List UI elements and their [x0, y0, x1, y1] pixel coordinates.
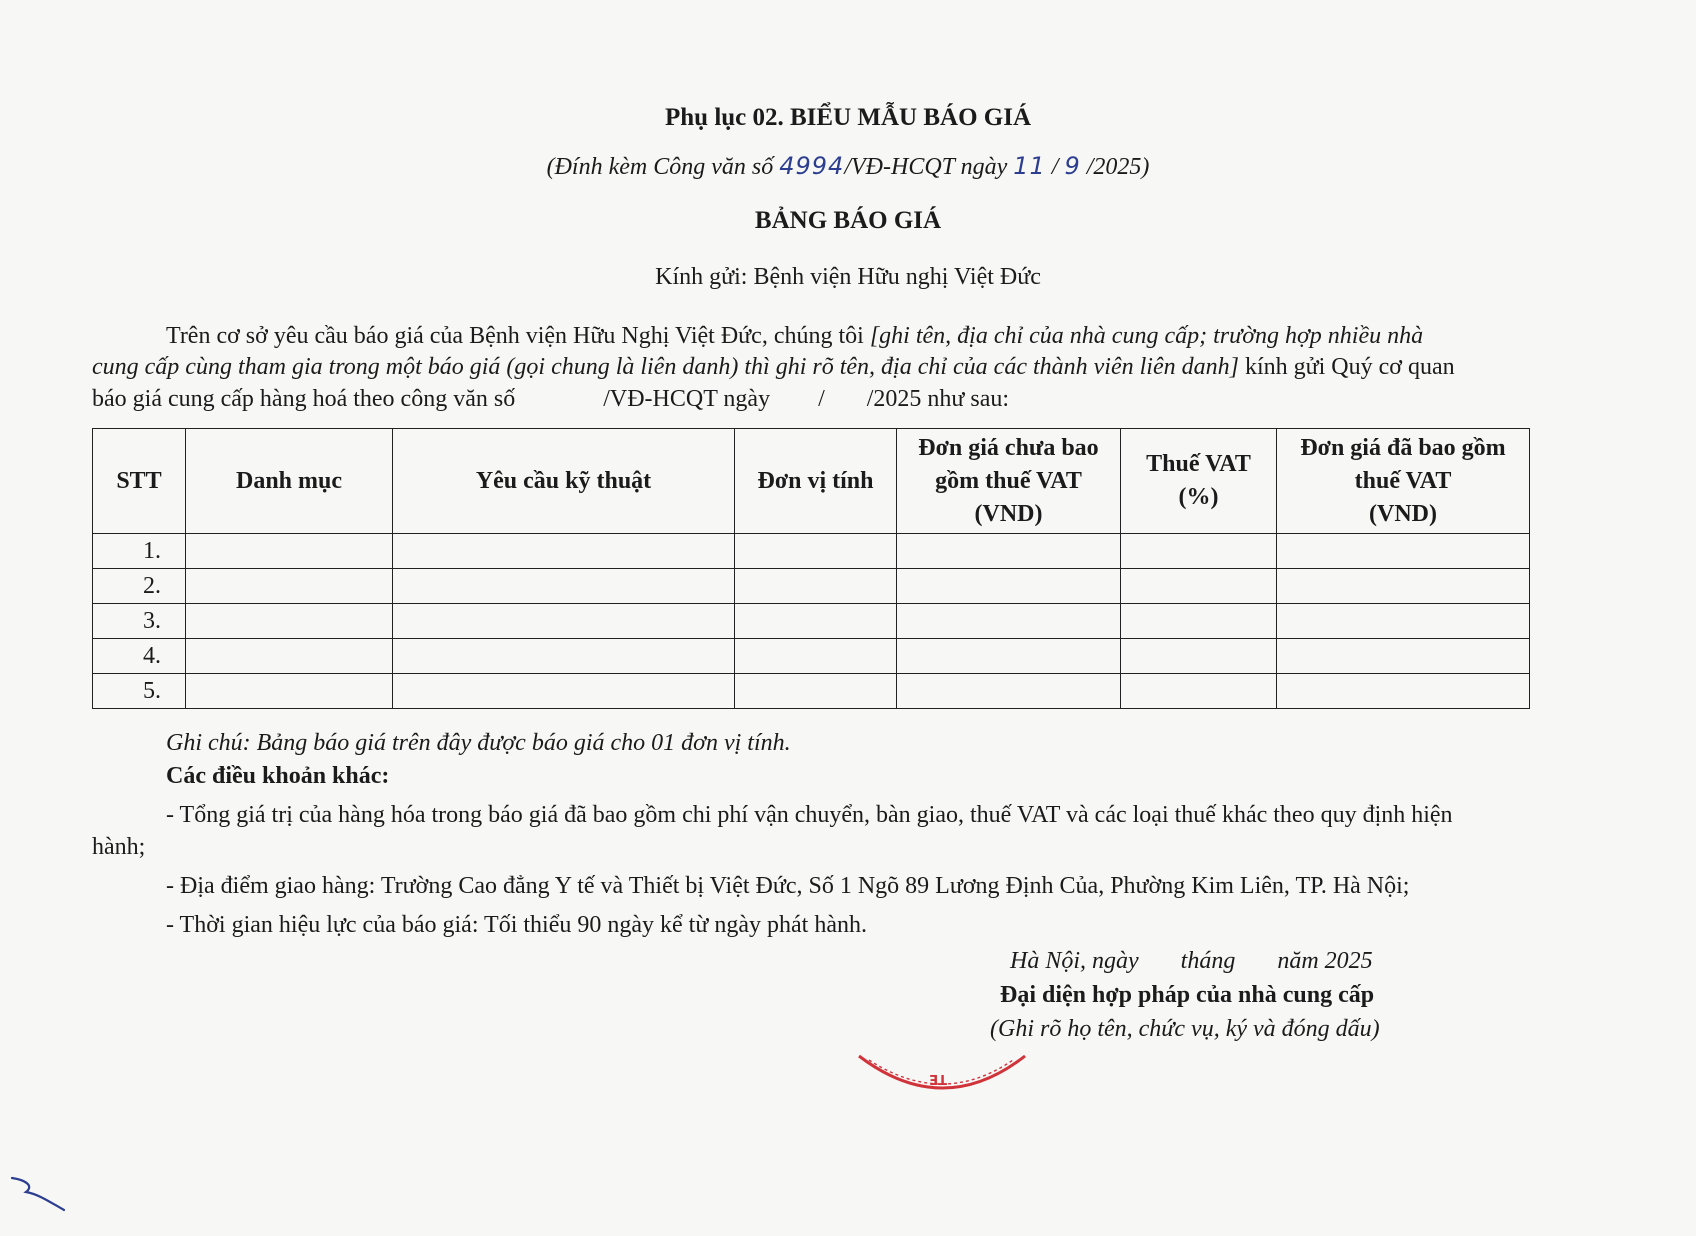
table-row — [93, 569, 1530, 604]
attachment-suffix: /2025) — [1080, 154, 1150, 180]
cell-unit — [735, 604, 897, 639]
header-price-excl-vat-l1: Đơn giá chưa bao — [918, 434, 1099, 461]
cell-vat — [1121, 534, 1277, 569]
cell-unit — [735, 639, 897, 674]
row-number: 2. — [93, 569, 186, 604]
header-category: Danh mục — [186, 429, 393, 534]
cell-price-excl — [897, 534, 1121, 569]
header-price-excl-vat — [897, 429, 1121, 534]
cell-price-incl — [1277, 534, 1530, 569]
handwritten-day: 11 — [1013, 152, 1046, 180]
cell-category — [186, 674, 393, 709]
cell-vat — [1121, 639, 1277, 674]
cell-price-incl — [1277, 674, 1530, 709]
header-vat-l2: (%) — [1178, 484, 1219, 510]
header-stt: STT — [93, 429, 186, 534]
header-unit: Đơn vị tính — [735, 429, 897, 534]
cell-unit — [735, 534, 897, 569]
table-row — [93, 534, 1530, 569]
intro-ref-a: báo giá cung cấp hàng hoá theo công văn số — [92, 386, 516, 412]
appendix-title: Phụ lục 02. BIỂU MẪU BÁO GIÁ — [664, 104, 1031, 131]
table-row — [93, 674, 1530, 709]
handwritten-mark-icon — [8, 1172, 68, 1212]
cell-price-excl — [897, 639, 1121, 674]
cell-price-incl — [1277, 569, 1530, 604]
intro-ref-d: /2025 như sau: — [866, 386, 1010, 412]
recipient: Kính gửi: Bệnh viện Hữu nghị Việt Đức — [655, 264, 1041, 290]
header-technical-requirements: Yêu cầu kỹ thuật — [393, 429, 735, 534]
cell-price-excl — [897, 674, 1121, 709]
terms-heading: Các điều khoản khác: — [166, 763, 390, 789]
handwritten-doc-number: 4994 — [779, 152, 845, 180]
cell-vat — [1121, 569, 1277, 604]
cell-price-incl — [1277, 604, 1530, 639]
cell-category — [186, 639, 393, 674]
intro-ref-c: / — [818, 386, 825, 412]
cell-technical — [393, 534, 735, 569]
cell-technical — [393, 604, 735, 639]
header-price-incl-vat-l2: thuế VAT — [1354, 467, 1452, 494]
handwritten-month: 9 — [1064, 152, 1081, 180]
table-header-row — [93, 429, 1530, 534]
cell-technical — [393, 569, 735, 604]
intro-line-2 — [92, 354, 1455, 381]
table-title: BẢNG BÁO GIÁ — [754, 207, 942, 234]
cell-technical — [393, 639, 735, 674]
cell-unit — [735, 569, 897, 604]
row-number: 1. — [93, 534, 186, 569]
header-vat-l1: Thuế VAT — [1146, 451, 1251, 477]
intro-placeholder-cont: cung cấp cùng tham gia trong một báo giá (gọi chung là liên danh) thì ghi rõ tên, địa chỉ của các thành viên liên danh] — [92, 354, 1239, 380]
term-1: - Tổng giá trị của hàng hóa trong báo giá đã bao gồm chi phí vận chuyển, bàn giao, thuế VAT và các loại thuế khác theo quy định hiện — [166, 802, 1453, 828]
place-date-day: Hà Nội, ngày — [1010, 948, 1139, 974]
cell-category — [186, 534, 393, 569]
cell-vat — [1121, 674, 1277, 709]
row-number: 3. — [93, 604, 186, 639]
stamp-seal-icon — [853, 1052, 1033, 1112]
cell-technical — [393, 674, 735, 709]
quotation-table — [92, 428, 1530, 709]
table-row — [93, 639, 1530, 674]
term-2: - Địa điểm giao hàng: Trường Cao đẳng Y tế và Thiết bị Việt Đức, Số 1 Ngõ 89 Lương Định Của, Phường Kim Liên, TP. Hà Nội; — [166, 873, 1410, 899]
intro-placeholder: [ghi tên, địa chỉ của nhà cung cấp; trường hợp nhiều nhà — [869, 323, 1424, 349]
row-number: 5. — [93, 674, 186, 709]
cell-vat — [1121, 604, 1277, 639]
intro-line-1 — [166, 323, 1423, 350]
row-number: 4. — [93, 639, 186, 674]
table-row — [93, 604, 1530, 639]
cell-category — [186, 569, 393, 604]
attachment-prefix: (Đính kèm Công văn số — [546, 154, 780, 180]
stamp-text: TE — [929, 1071, 947, 1086]
intro-text-cont: kính gửi Quý cơ quan — [1238, 354, 1455, 380]
signature-role: Đại diện hợp pháp của nhà cung cấp — [1000, 982, 1375, 1008]
header-price-incl-vat — [1277, 429, 1530, 534]
place-date-month: tháng — [1180, 948, 1236, 974]
header-price-excl-vat-l2: gồm thuế VAT — [935, 467, 1082, 494]
attachment-sep: / — [1045, 154, 1065, 180]
term-1-cont: hành; — [92, 834, 146, 860]
attachment-mid: /VĐ-HCQT ngày — [844, 154, 1014, 180]
header-price-incl-vat-l1: Đơn giá đã bao gồm — [1300, 434, 1506, 461]
attachment-line — [0, 152, 1696, 181]
cell-price-excl — [897, 569, 1121, 604]
cell-price-incl — [1277, 639, 1530, 674]
header-price-incl-vat-l3: (VND) — [1369, 500, 1437, 527]
header-vat — [1121, 429, 1277, 534]
signature-instruction: (Ghi rõ họ tên, chức vụ, ký và đóng dấu) — [990, 1016, 1380, 1042]
intro-ref-b: /VĐ-HCQT ngày — [603, 386, 771, 412]
cell-price-excl — [897, 604, 1121, 639]
cell-unit — [735, 674, 897, 709]
place-date — [1010, 948, 1373, 975]
header-price-excl-vat-l3: (VND) — [974, 500, 1043, 527]
intro-text: Trên cơ sở yêu cầu báo giá của Bệnh viện Hữu Nghị Việt Đức, chúng tôi — [166, 323, 870, 349]
intro-line-3 — [92, 386, 1009, 413]
place-date-year: năm 2025 — [1277, 948, 1373, 974]
term-3: - Thời gian hiệu lực của báo giá: Tối thiểu 90 ngày kể từ ngày phát hành. — [166, 912, 867, 938]
cell-category — [186, 604, 393, 639]
note: Ghi chú: Bảng báo giá trên đây được báo giá cho 01 đơn vị tính. — [166, 730, 791, 756]
